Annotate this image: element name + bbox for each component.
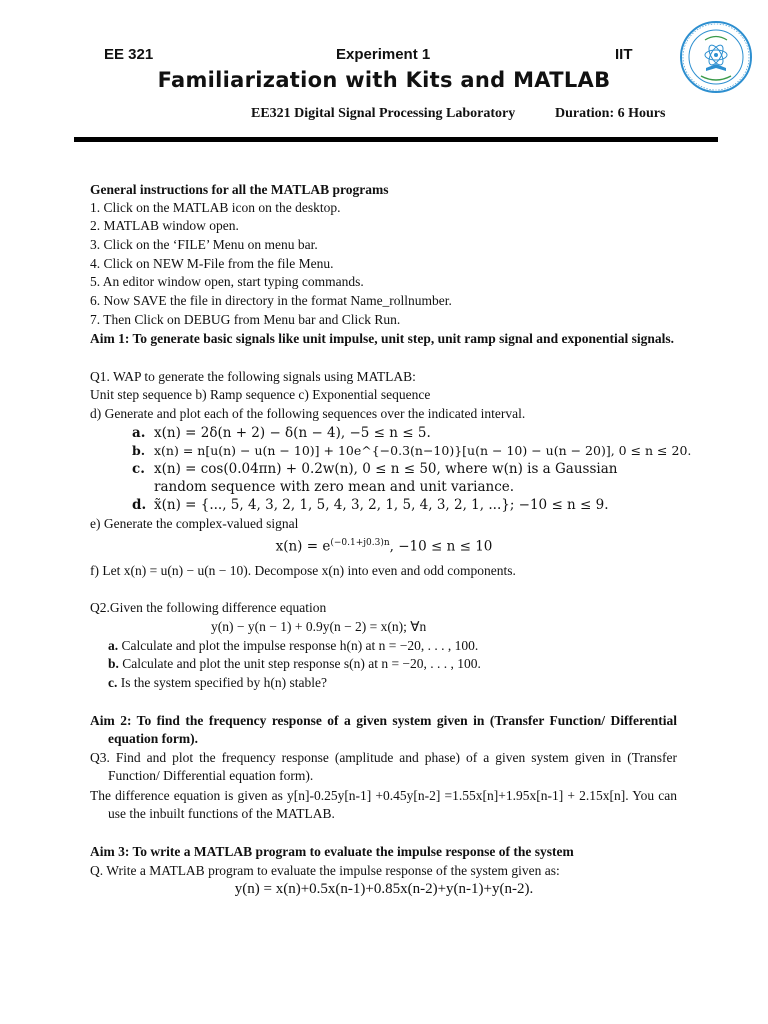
q1-item-d bbox=[132, 496, 609, 514]
aim1-heading: Aim 1: To generate basic signals like unit impulse, unit step, unit ramp signal and exponential signals. bbox=[90, 331, 674, 346]
item-text: Calculate and plot the unit step response s(n) at n = −20, . . . , 100. bbox=[122, 656, 481, 671]
q2-intro: Q2.Given the following difference equation bbox=[90, 600, 327, 615]
q1-f-text: f) Let x(n) = u(n) − u(n − 10). Decompose x(n) into even and odd components. bbox=[90, 563, 516, 578]
item-label: c. bbox=[108, 675, 118, 690]
general-heading: General instructions for all the MATLAB programs bbox=[90, 182, 389, 197]
q2-item-a bbox=[108, 637, 478, 655]
item-label: a. bbox=[108, 638, 119, 653]
q1-sequences: Unit step sequence b) Ramp sequence c) Exponential sequence bbox=[90, 387, 431, 402]
step-6: 6. Now SAVE the file in directory in the format Name_rollnumber. bbox=[90, 293, 452, 308]
step-4: 4. Click on NEW M-File from the file Menu. bbox=[90, 256, 334, 271]
title-rule bbox=[74, 137, 718, 142]
item-label: a. bbox=[132, 425, 146, 441]
item-text: x(n) = cos(0.04πn) + 0.2w(n), 0 ≤ n ≤ 50, where w(n) is a Gaussian bbox=[154, 461, 618, 477]
step-3: 3. Click on the ‘FILE’ Menu on menu bar. bbox=[90, 237, 318, 252]
aim3-heading: Aim 3: To write a MATLAB program to evaluate the impulse response of the system bbox=[90, 844, 574, 859]
q1-e-equation bbox=[0, 538, 768, 555]
item-label: d. bbox=[132, 497, 147, 513]
item-text: Calculate and plot the impulse response h(n) at n = −20, . . . , 100. bbox=[121, 638, 479, 653]
step-7: 7. Then Click on DEBUG from Menu bar and Click Run. bbox=[90, 312, 401, 327]
item-label: b. bbox=[132, 443, 146, 458]
duration: Duration: 6 Hours bbox=[555, 106, 666, 121]
eq-base: x(n) = e bbox=[275, 538, 331, 555]
step-2: 2. MATLAB window open. bbox=[90, 218, 239, 233]
page-title: Familiarization with Kits and MATLAB bbox=[157, 68, 611, 92]
header-experiment: Experiment 1 bbox=[336, 46, 431, 63]
lab-name: EE321 Digital Signal Processing Laboratory bbox=[251, 106, 516, 121]
q1-d-intro: d) Generate and plot each of the following sequences over the indicated interval. bbox=[90, 406, 526, 421]
item-text: random sequence with zero mean and unit variance. bbox=[154, 479, 515, 495]
item-label: b. bbox=[108, 656, 119, 671]
q2-item-c bbox=[108, 674, 327, 692]
q1-item-c-cont bbox=[132, 478, 514, 496]
q2-equation: y(n) − y(n − 1) + 0.9y(n − 2) = x(n); ∀n bbox=[211, 619, 427, 634]
eq-range: , −10 ≤ n ≤ 10 bbox=[389, 538, 493, 555]
aim3-equation: y(n) = x(n)+0.5x(n-1)+0.85x(n-2)+y(n-1)+y(n-2). bbox=[234, 881, 534, 897]
q1-e-intro: e) Generate the complex-valued signal bbox=[90, 516, 299, 531]
item-text: x(n) = n[u(n) − u(n − 10)] + 10e^{−0.3(n−10)}[u(n − 10) − u(n − 20)], 0 ≤ n ≤ 20. bbox=[154, 443, 692, 458]
aim2-heading: Aim 2: To find the frequency response of a given system given in (Transfer Function/ Differential equation form). bbox=[90, 713, 677, 746]
step-1: 1. Click on the MATLAB icon on the desktop. bbox=[90, 200, 341, 215]
header-institute: IIT bbox=[615, 46, 633, 63]
aim3-question: Q. Write a MATLAB program to evaluate the impulse response of the system given as: bbox=[90, 863, 560, 878]
q1-item-b bbox=[132, 442, 691, 460]
aim2-diff-eq: The difference equation is given as y[n]-0.25y[n-1] +0.45y[n-2] =1.55x[n]+1.95x[n-1] + 2.15x[n]. You can use the inbuilt functions of the MATLAB. bbox=[90, 788, 677, 821]
q1-text: Q1. WAP to generate the following signals using MATLAB: bbox=[90, 369, 416, 384]
step-5: 5. An editor window open, start typing commands. bbox=[90, 274, 364, 289]
q1-item-c bbox=[132, 460, 617, 478]
item-text: x(n) = 2δ(n + 2) − δ(n − 4), −5 ≤ n ≤ 5. bbox=[154, 425, 431, 441]
item-label: c. bbox=[132, 461, 145, 477]
eq-exponent: (−0.1+j0.3)n bbox=[330, 538, 390, 548]
aim1-heading-text: Aim 1: To generate basic signals like unit impulse, unit step, unit ramp signal and exponential signals bbox=[90, 331, 671, 346]
q1-item-a bbox=[132, 424, 431, 442]
q2-item-b bbox=[108, 655, 481, 673]
header-course-code: EE 321 bbox=[104, 46, 154, 63]
item-text: x̃(n) = {..., 5, 4, 3, 2, 1, 5, 4, 3, 2, 1, 5, 4, 3, 2, 1, ...}; −10 ≤ n ≤ 9. bbox=[154, 497, 609, 513]
item-text: Is the system specified by h(n) stable? bbox=[120, 675, 327, 690]
aim2-q3: Q3. Find and plot the frequency response (amplitude and phase) of a given system given in (Transfer Function/ Differential equation form). bbox=[90, 750, 677, 783]
